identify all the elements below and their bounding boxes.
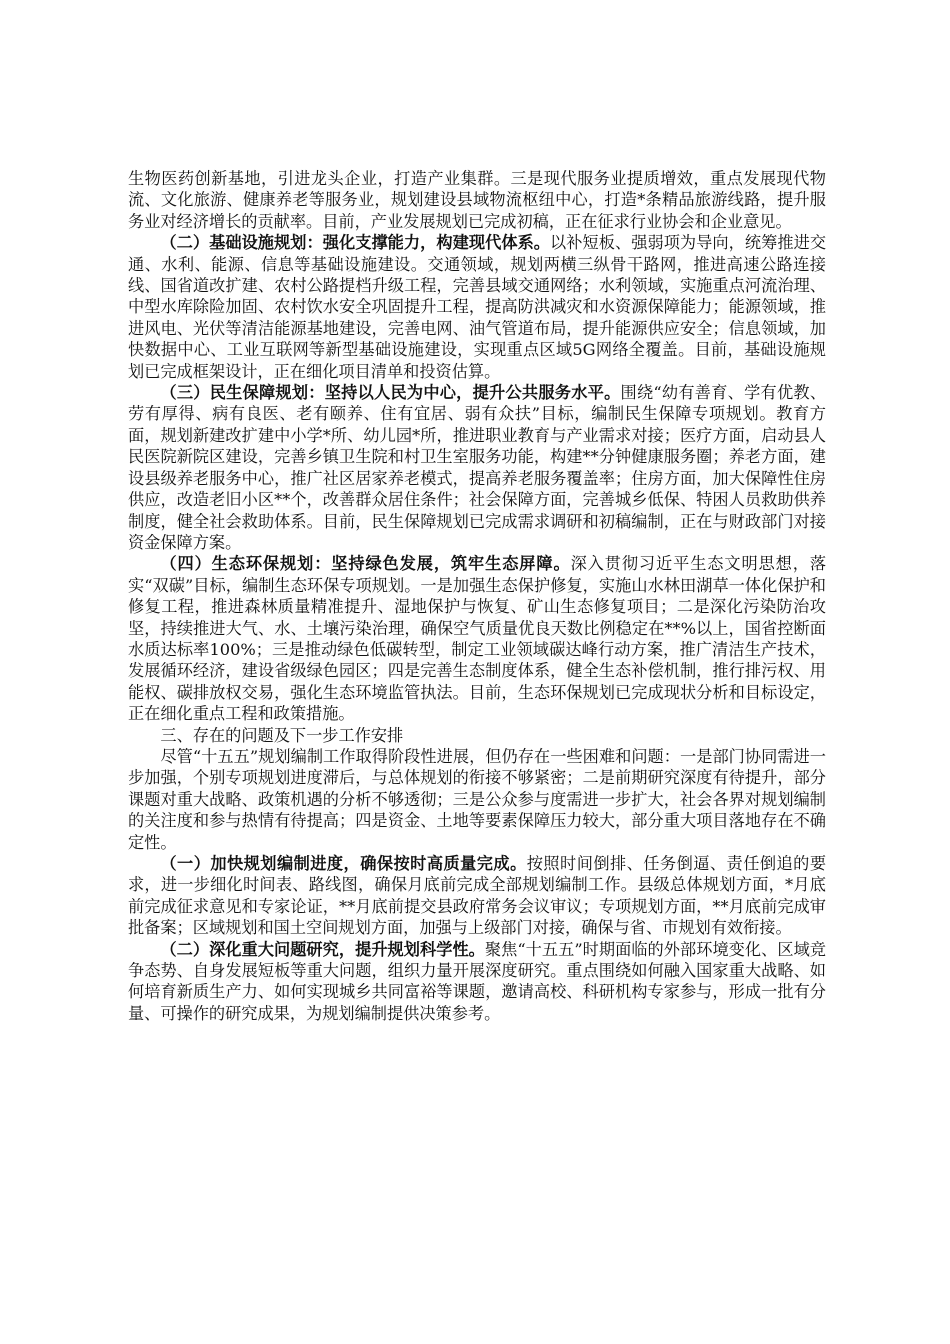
section-heading-problems	[128, 725, 826, 746]
paragraph-heading: （二）基础设施规划：强化支撑能力，构建现代体系。	[160, 233, 551, 253]
section-heading-text: 三、存在的问题及下一步工作安排	[160, 725, 404, 745]
paragraph-problems	[128, 746, 826, 853]
paragraph-heading: （三）民生保障规划：坚持以人民为中心，提升公共服务水平。	[160, 383, 621, 403]
paragraph-industry-continuation	[128, 168, 826, 232]
paragraph-heading: （二）深化重大问题研究，提升规划科学性。	[160, 939, 485, 959]
paragraph-livelihood-plan	[128, 382, 826, 553]
paragraph-infrastructure-plan	[128, 232, 826, 382]
paragraph-deepen-research	[128, 939, 826, 1025]
paragraph-text: 生物医药创新基地，引进龙头企业，打造产业集群。三是现代服务业提质增效，重点发展现代物流、文化旅游、健康养老等服务业，规划建设县域物流枢纽中心，打造*条精品旅游线路，提升服务业对经济增长的贡献率。目前，产业发展规划已完成初稿，正在征求行业协会和企业意见。	[128, 169, 826, 231]
paragraph-text: 聚焦“十五五”时期面临的外部环境变化、区域竞争态势、自身发展短板等重大问题，组织力量开展深度研究。重点围绕如何融入国家重大战略、如何培育新质生产力、如何实现城乡共同富裕等课题，邀请高校、科研机构专家参与，形成一批有分量、可操作的研究成果，为规划编制提供决策参考。	[128, 939, 826, 1023]
paragraph-ecology-plan	[128, 553, 826, 724]
paragraph-text: 以补短板、强弱项为导向，统筹推进交通、水利、能源、信息等基础设施建设。交通领域，规划两横三纵骨干路网，推进高速公路连接线、国省道改扩建、农村公路提档升级工程，完善县域交通网络；水利领域，实施重点河流治理、中型水库除险加固、农村饮水安全巩固提升工程，提高防洪减灾和水资源保障能力；能源领域，推进风电、光伏等清洁能源基地建设，完善电网、油气管道布局，提升能源供应安全；信息领域，加快数据中心、工业互联网等新型基础设施建设，实现重点区域5G网络全覆盖。目前，基础设施规划已完成框架设计，正在细化项目清单和投资估算。	[128, 233, 827, 381]
paragraph-text: 按照时间倒排、任务倒逼、责任倒追的要求，进一步细化时间表、路线图，确保月底前完成全部规划编制工作。县级总体规划方面，*月底前完成征求意见和专家论证，**月底前提交县政府常务会议审议；专项规划方面，**月底前完成审批备案；区域规划和国土空间规划方面，加强与上级部门对接，确保与省、市规划有效衔接。	[128, 854, 827, 938]
document-page	[128, 168, 826, 1024]
paragraph-text: 围绕“幼有善育、学有优教、劳有厚得、病有良医、老有颐养、住有宜居、弱有众扶”目标，编制民生保障专项规划。教育方面，规划新建改扩建中小学*所、幼儿园*所，推进职业教育与产业需求对接；医疗方面，启动县人民医院新院区建设，完善乡镇卫生院和村卫生室服务功能，构建**分钟健康服务圈；养老方面，建设县级养老服务中心，推广社区居家养老模式，提高养老服务覆盖率；住房方面，加大保障性住房供应，改造老旧小区**个，改善群众居住条件；社会保障方面，完善城乡低保、特困人员救助供养制度，健全社会救助体系。目前，民生保障规划已完成需求调研和初稿编制，正在与财政部门对接资金保障方案。	[128, 383, 827, 552]
paragraph-speed-up-planning	[128, 853, 826, 939]
paragraph-heading: （四）生态环保规划：坚持绿色发展，筑牢生态屏障。	[160, 554, 571, 574]
paragraph-text: 深入贯彻习近平生态文明思想，落实“双碳”目标，编制生态环保专项规划。一是加强生态保护修复，实施山水林田湖草一体化保护和修复工程，推进森林质量精准提升、湿地保护与恢复、矿山生态修复项目；二是深化污染防治攻坚，持续推进大气、水、土壤污染治理，确保空气质量优良天数比例稳定在**%以上，国省控断面水质达标率100%；三是推动绿色低碳转型，制定工业领域碳达峰行动方案，推广清洁生产技术，发展循环经济，建设省级绿色园区；四是完善生态制度体系，健全生态补偿机制，推行排污权、用能权、碳排放权交易，强化生态环境监管执法。目前，生态环保规划已完成现状分析和目标设定，正在细化重点工程和政策措施。	[128, 554, 827, 724]
paragraph-text: 尽管“十五五”规划编制工作取得阶段性进展，但仍存在一些困难和问题：一是部门协同需进一步加强，个别专项规划进度滞后，与总体规划的衔接不够紧密；二是前期研究深度有待提升，部分课题对重大战略、政策机遇的分析不够透彻；三是公众参与度需进一步扩大，社会各界对规划编制的关注度和参与热情有待提高；四是资金、土地等要素保障压力较大，部分重大项目落地存在不确定性。	[128, 746, 826, 852]
paragraph-heading: （一）加快规划编制进度，确保按时高质量完成。	[160, 854, 527, 873]
